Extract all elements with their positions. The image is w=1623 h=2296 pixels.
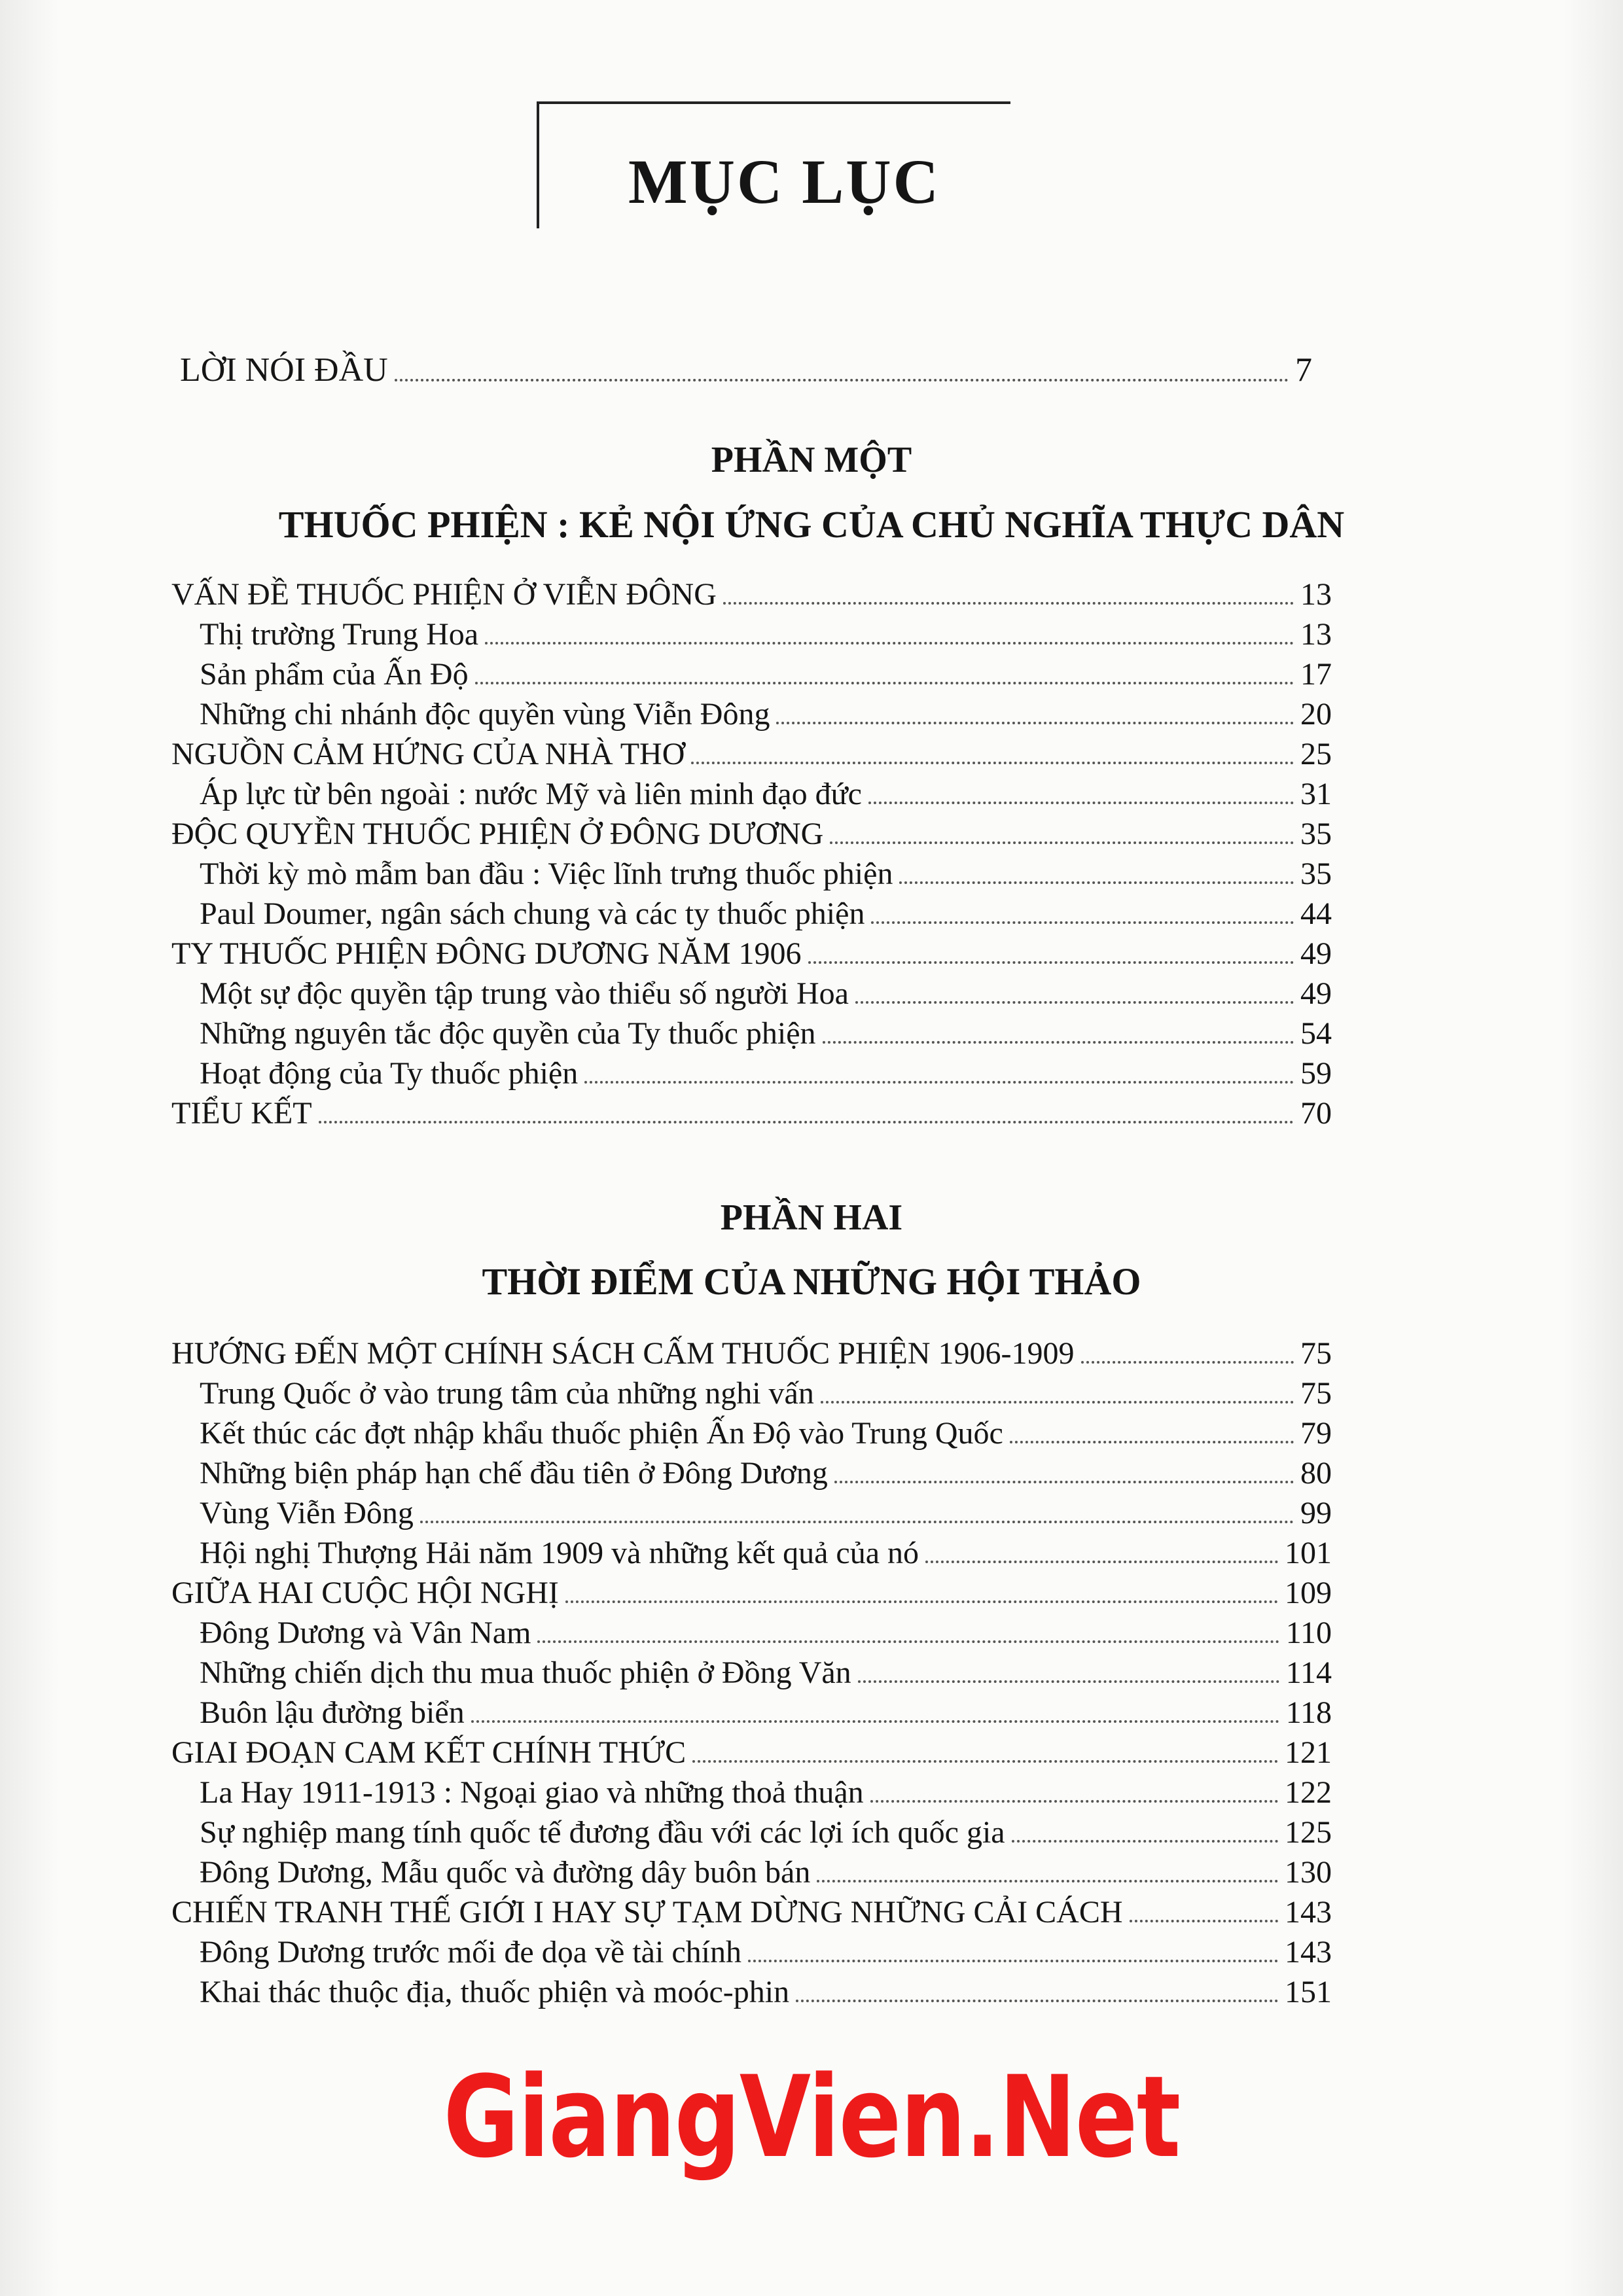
dot-leader: [855, 1001, 1294, 1004]
toc-entry-page: 114: [1285, 1655, 1332, 1690]
toc-entry[interactable]: [200, 1378, 1332, 1409]
toc-entry-page: 101: [1285, 1536, 1332, 1570]
toc-entry-page: 75: [1300, 1336, 1332, 1371]
part-one-title: THUỐC PHIỆN : KẺ NỘI ỨNG CỦA CHỦ NGHĨA THỰC DÂN: [278, 503, 1345, 546]
toc-entry-label: Đông Dương trước mối đe dọa về tài chính: [200, 1935, 741, 1969]
toc-entry-page: 151: [1285, 1975, 1332, 2009]
toc-entry[interactable]: [200, 1697, 1332, 1729]
dot-leader: [871, 921, 1294, 924]
toc-entry-label: Những biện pháp hạn chế đầu tiên ở Đông Dương: [200, 1456, 828, 1491]
dot-leader: [808, 961, 1294, 964]
toc-entry[interactable]: [171, 1098, 1332, 1129]
toc-entry-label: Những nguyên tắc độc quyền của Ty thuốc phiện: [200, 1016, 816, 1051]
dot-leader: [691, 762, 1294, 764]
toc-entry-page: 13: [1300, 617, 1332, 652]
toc-entry-label: HƯỚNG ĐẾN MỘT CHÍNH SÁCH CẤM THUỐC PHIỆN 1906-1909: [171, 1336, 1075, 1371]
toc-entry-page: 143: [1285, 1935, 1332, 1969]
dot-leader: [796, 2000, 1278, 2002]
toc-entry-page: 49: [1300, 976, 1332, 1011]
toc-entry[interactable]: [200, 779, 1332, 810]
toc-entry-label: Những chi nhánh độc quyền vùng Viễn Đông: [200, 697, 770, 732]
toc-entry[interactable]: [200, 1857, 1332, 1888]
dot-leader: [395, 379, 1289, 381]
toc-entry-page: 110: [1285, 1616, 1332, 1650]
toc-entry[interactable]: [200, 1937, 1332, 1968]
dot-leader: [830, 841, 1294, 844]
toc-entry-label: Buôn lậu đường biển: [200, 1695, 465, 1730]
toc-entry-page: 35: [1300, 817, 1332, 851]
toc-entry[interactable]: [200, 898, 1332, 930]
toc-entry-label: LỜI NÓI ĐẦU: [180, 351, 388, 389]
toc-entry-page: 109: [1285, 1576, 1332, 1610]
dot-leader: [821, 1401, 1294, 1404]
dot-leader: [420, 1521, 1294, 1523]
toc-entry-intro[interactable]: [180, 353, 1312, 387]
toc-entry-page: 143: [1285, 1895, 1332, 1930]
dot-leader: [870, 1800, 1278, 1803]
toc-entry-page: 44: [1300, 896, 1332, 931]
page-edge-left: [0, 0, 59, 2296]
toc-entry[interactable]: [171, 819, 1332, 850]
dot-leader: [723, 602, 1294, 605]
toc-entry-label: Đông Dương và Vân Nam: [200, 1616, 531, 1650]
toc-entry[interactable]: [200, 1977, 1332, 2008]
dot-leader: [475, 682, 1294, 684]
toc-entry-page: 75: [1300, 1376, 1332, 1411]
dot-leader: [776, 722, 1294, 724]
toc-entry[interactable]: [171, 1578, 1332, 1609]
dot-leader: [925, 1561, 1278, 1563]
toc-entry-page: 79: [1300, 1416, 1332, 1451]
toc-entry[interactable]: [200, 1458, 1332, 1489]
dot-leader: [584, 1081, 1294, 1084]
toc-entry-page: 49: [1300, 936, 1332, 971]
toc-entry-label: La Hay 1911-1913 : Ngoại giao và những thoả thuận: [200, 1775, 864, 1810]
toc-entry-label: Sự nghiệp mang tính quốc tế đương đầu với các lợi ích quốc gia: [200, 1815, 1005, 1850]
toc-entry-page: 125: [1285, 1815, 1332, 1850]
toc-entry-label: NGUỒN CẢM HỨNG CỦA NHÀ THƠ: [171, 737, 685, 771]
toc-entry-page: 121: [1285, 1735, 1332, 1770]
dot-leader: [319, 1121, 1294, 1123]
dot-leader: [537, 1640, 1279, 1643]
toc-entry-page: 31: [1300, 777, 1332, 811]
toc-entry[interactable]: [200, 1617, 1332, 1649]
toc-entry-page: 130: [1285, 1855, 1332, 1890]
toc-entry-page: 118: [1285, 1695, 1332, 1730]
toc-entry-page: 20: [1300, 697, 1332, 732]
toc-entry-label: Trung Quốc ở vào trung tâm của những nghi vấn: [200, 1376, 814, 1411]
page-title: MỤC LỤC: [628, 147, 940, 217]
dot-leader: [868, 802, 1294, 804]
toc-entry-page: 25: [1300, 737, 1332, 771]
toc-entry-label: GIỮA HAI CUỘC HỘI NGHỊ: [171, 1576, 559, 1610]
toc-entry[interactable]: [200, 1058, 1332, 1089]
toc-entry[interactable]: [200, 978, 1332, 1010]
toc-entry-label: Hội nghị Thượng Hải năm 1909 và những kết quả của nó: [200, 1536, 919, 1570]
dot-leader: [565, 1600, 1278, 1603]
toc-entry-label: Vùng Viễn Đông: [200, 1496, 414, 1530]
toc-entry-label: CHIẾN TRANH THẾ GIỚI I HAY SỰ TẠM DỪNG NHỮNG CẢI CÁCH: [171, 1895, 1123, 1930]
toc-entry-label: Thời kỳ mò mẫm ban đầu : Việc lĩnh trưng thuốc phiện: [200, 857, 893, 891]
toc-entry[interactable]: [200, 1777, 1332, 1809]
dot-leader: [1012, 1840, 1278, 1843]
toc-entry-label: GIAI ĐOẠN CAM KẾT CHÍNH THỨC: [171, 1735, 687, 1770]
toc-entry-label: Những chiến dịch thu mua thuốc phiện ở Đồng Văn: [200, 1655, 851, 1690]
part-two-number: PHẦN HAI: [720, 1197, 903, 1238]
toc-entry[interactable]: [200, 858, 1332, 890]
dot-leader: [748, 1960, 1278, 1962]
toc-entry-page: 122: [1285, 1775, 1332, 1810]
toc-entry[interactable]: [200, 1018, 1332, 1050]
toc-entry-page: 99: [1300, 1496, 1332, 1530]
dot-leader: [1081, 1361, 1294, 1364]
toc-entry-page: 35: [1300, 857, 1332, 891]
dot-leader: [823, 1041, 1294, 1044]
toc-entry-label: ĐỘC QUYỀN THUỐC PHIỆN Ở ĐÔNG DƯƠNG: [171, 817, 824, 851]
toc-entry[interactable]: [200, 619, 1332, 650]
toc-entry[interactable]: [171, 1737, 1332, 1769]
toc-entry-label: TIỂU KẾT: [171, 1096, 312, 1131]
toc-entry-label: TY THUỐC PHIỆN ĐÔNG DƯƠNG NĂM 1906: [171, 936, 802, 971]
toc-entry-page: 17: [1300, 657, 1332, 692]
toc-entry-label: Đông Dương, Mẫu quốc và đường dây buôn bán: [200, 1855, 811, 1890]
part-one-number: PHẦN MỘT: [711, 440, 912, 480]
toc-entry-label: Paul Doumer, ngân sách chung và các ty thuốc phiện: [200, 896, 865, 931]
dot-leader: [834, 1481, 1294, 1483]
toc-entry[interactable]: [200, 659, 1332, 690]
toc-entry-label: Thị trường Trung Hoa: [200, 617, 479, 652]
toc-entry[interactable]: [171, 1897, 1332, 1928]
toc-entry[interactable]: [171, 938, 1332, 970]
dot-leader: [692, 1760, 1278, 1763]
part-two-title: THỜI ĐIỂM CỦA NHỮNG HỘI THẢO: [482, 1260, 1141, 1303]
toc-entry-label: Áp lực từ bên ngoài : nước Mỹ và liên minh đạo đức: [200, 777, 862, 811]
toc-entry-label: Một sự độc quyền tập trung vào thiểu số người Hoa: [200, 976, 849, 1011]
toc-entry[interactable]: [200, 1817, 1332, 1848]
watermark-logo: GiangVien.Net: [443, 2051, 1180, 2183]
toc-entry[interactable]: [200, 1498, 1332, 1529]
toc-entry[interactable]: [171, 579, 1332, 610]
toc-entry-page: 13: [1300, 577, 1332, 612]
toc-entry-label: Khai thác thuộc địa, thuốc phiện và moóc-phin: [200, 1975, 790, 2009]
dot-leader: [817, 1880, 1278, 1882]
toc-entry[interactable]: [200, 1418, 1332, 1449]
dot-leader: [899, 881, 1294, 884]
toc-entry[interactable]: [171, 739, 1332, 770]
dot-leader: [858, 1680, 1279, 1683]
toc-entry-label: Hoạt động của Ty thuốc phiện: [200, 1056, 579, 1091]
toc-entry[interactable]: [200, 699, 1332, 730]
toc-entry[interactable]: [200, 1538, 1332, 1569]
toc-entry-label: Kết thúc các đợt nhập khẩu thuốc phiện Ấn Độ vào Trung Quốc: [200, 1416, 1003, 1451]
toc-entry-label: Sản phẩm của Ấn Độ: [200, 657, 469, 692]
toc-entry-page: 70: [1300, 1096, 1332, 1131]
toc-entry-label: VẤN ĐỀ THUỐC PHIỆN Ở VIỄN ĐÔNG: [171, 577, 717, 612]
dot-leader: [471, 1720, 1279, 1723]
toc-entry[interactable]: [171, 1338, 1332, 1369]
dot-leader: [1010, 1441, 1294, 1443]
page-edge-right: [1564, 0, 1623, 2296]
dot-leader: [1130, 1920, 1278, 1922]
toc-entry-page: 54: [1300, 1016, 1332, 1051]
dot-leader: [485, 642, 1294, 645]
toc-entry[interactable]: [200, 1657, 1332, 1689]
toc-entry-page: 80: [1300, 1456, 1332, 1491]
toc-entry-page: 59: [1300, 1056, 1332, 1091]
toc-entry-page: 7: [1295, 351, 1312, 389]
